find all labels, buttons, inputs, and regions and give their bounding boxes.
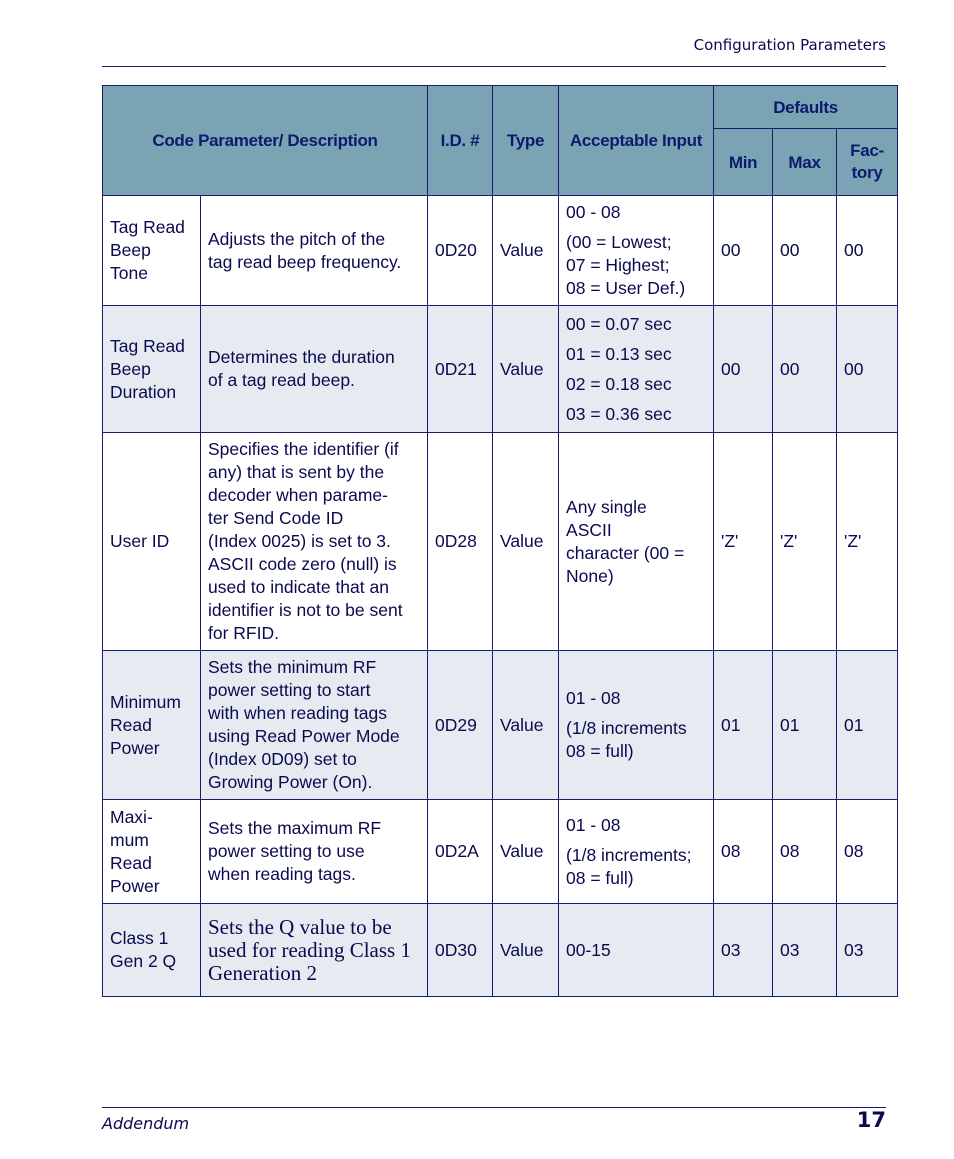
acceptable-input-line: None)	[566, 565, 614, 586]
acceptable-input-line: ASCII	[566, 519, 612, 540]
parameter-id-cell: 0D30	[428, 904, 493, 997]
parameter-name-line: Beep	[110, 358, 151, 379]
acceptable-input-line: 03 = 0.36 sec	[566, 403, 672, 424]
parameter-name-line: Minimum	[110, 691, 181, 712]
acceptable-input-line: 00 - 08	[566, 202, 621, 222]
parameter-type-cell: Value	[493, 196, 559, 306]
acceptable-input-line: 01 = 0.13 sec	[566, 343, 672, 364]
header-divider	[102, 66, 886, 67]
acceptable-input-line: (00 = Lowest;	[566, 232, 672, 252]
header-factory-line-1: Fac-	[850, 141, 884, 160]
parameter-name-line: Beep	[110, 240, 151, 260]
acceptable-input-cell	[559, 651, 714, 800]
parameter-name-cell	[103, 904, 201, 997]
parameter-description-line: for RFID.	[208, 623, 279, 643]
parameter-name-cell	[103, 800, 201, 904]
footer-divider	[102, 1107, 886, 1108]
acceptable-input-cell	[559, 800, 714, 904]
parameter-type-cell: Value	[493, 800, 559, 904]
parameter-name-line: Tag Read	[110, 335, 185, 356]
default-factory-cell: 00	[837, 196, 898, 306]
acceptable-input-line: character (00 =	[566, 542, 685, 563]
parameter-id-cell: 0D2A	[428, 800, 493, 904]
default-max-cell: 00	[773, 196, 837, 306]
parameter-name-cell	[103, 651, 201, 800]
parameter-description-line: Sets the minimum RF	[208, 657, 377, 677]
default-min-cell: 00	[714, 306, 773, 433]
parameter-description-line: ASCII code zero (null) is	[208, 554, 397, 574]
parameter-id-cell: 0D28	[428, 433, 493, 651]
parameter-description-cell	[201, 433, 428, 651]
default-max-cell: 08	[773, 800, 837, 904]
parameter-description-line: used for reading Class 1	[208, 937, 411, 962]
acceptable-input-line: 08 = full)	[566, 741, 634, 761]
parameter-description-line: with when reading tags	[208, 703, 387, 723]
header-min: Min	[714, 129, 773, 196]
header-defaults: Defaults	[714, 86, 898, 129]
parameter-name-line: Maxi-	[110, 806, 153, 827]
acceptable-input-line: 00 = 0.07 sec	[566, 313, 672, 334]
default-max-cell: 03	[773, 904, 837, 997]
parameter-name-line: Tone	[110, 263, 148, 283]
parameter-type-cell: Value	[493, 651, 559, 800]
running-header: Configuration Parameters	[693, 36, 886, 54]
acceptable-input-line: 08 = full)	[566, 867, 634, 888]
parameter-name-line: Power	[110, 737, 160, 758]
acceptable-input-line: (1/8 increments	[566, 718, 687, 738]
parameter-description-line: using Read Power Mode	[208, 726, 400, 746]
acceptable-input-line: 02 = 0.18 sec	[566, 373, 672, 394]
default-factory-cell: 00	[837, 306, 898, 433]
parameter-description-line: Sets the Q value to be	[208, 914, 392, 939]
parameter-name-line: User ID	[110, 531, 170, 551]
table-row	[103, 196, 898, 306]
default-max-cell: 00	[773, 306, 837, 433]
parameter-id-cell: 0D29	[428, 651, 493, 800]
default-min-cell: 03	[714, 904, 773, 997]
header-max: Max	[773, 129, 837, 196]
acceptable-input-line: (1/8 increments;	[566, 844, 692, 865]
parameter-name-line: Read	[110, 714, 152, 735]
default-max-cell: 01	[773, 651, 837, 800]
acceptable-input-line: 08 = User Def.)	[566, 278, 686, 298]
parameter-description-line: tag read beep frequency.	[208, 251, 402, 272]
acceptable-input-line: 01 - 08	[566, 688, 621, 708]
parameter-description-cell	[201, 904, 428, 997]
acceptable-input-cell	[559, 433, 714, 651]
parameter-type-cell: Value	[493, 306, 559, 433]
parameter-id-cell: 0D21	[428, 306, 493, 433]
default-max-cell: 'Z'	[773, 433, 837, 651]
page-number: 17	[856, 1108, 886, 1132]
parameter-description-line: (Index 0025) is set to 3.	[208, 531, 391, 551]
table-row	[103, 433, 898, 651]
parameter-description-line: Growing Power (On).	[208, 772, 373, 792]
parameter-description-line: Specifies the identifier (if	[208, 439, 399, 459]
header-code-parameter: Code Parameter/ Description	[103, 86, 428, 196]
header-type: Type	[493, 86, 559, 196]
table-row	[103, 800, 898, 904]
default-factory-cell: 'Z'	[837, 433, 898, 651]
parameter-name-line: Duration	[110, 381, 177, 402]
parameter-name-cell	[103, 306, 201, 433]
parameter-description-cell	[201, 306, 428, 433]
parameter-name-cell	[103, 433, 201, 651]
header-factory-line-2: tory	[851, 163, 883, 182]
parameter-description-line: power setting to use	[208, 841, 365, 861]
parameter-name-line: Class 1	[110, 928, 169, 948]
parameter-description-line: Determines the duration	[208, 347, 395, 367]
default-min-cell: 00	[714, 196, 773, 306]
parameter-description-line: power setting to start	[208, 680, 371, 700]
header-id: I.D. #	[428, 86, 493, 196]
parameter-description-line: any) that is sent by the	[208, 462, 385, 482]
parameter-description-line: Adjusts the pitch of the	[208, 228, 386, 249]
parameter-name-line: Read	[110, 852, 152, 873]
table-row	[103, 651, 898, 800]
parameter-name-line: Tag Read	[110, 217, 185, 237]
parameter-name-line: Power	[110, 875, 160, 896]
table-row	[103, 904, 898, 997]
parameter-description-line: identifier is not to be sent	[208, 600, 403, 620]
parameter-name-line: Gen 2 Q	[110, 951, 177, 971]
parameter-description-cell	[201, 651, 428, 800]
footer-section: Addendum	[102, 1114, 190, 1133]
parameter-type-cell: Value	[493, 904, 559, 997]
parameter-description-cell	[201, 196, 428, 306]
acceptable-input-line: 00-15	[566, 939, 611, 960]
acceptable-input-line: 01 - 08	[566, 814, 621, 835]
parameter-description-line: ter Send Code ID	[208, 508, 344, 528]
parameter-id-cell: 0D20	[428, 196, 493, 306]
table-row	[103, 306, 898, 433]
default-min-cell: 08	[714, 800, 773, 904]
parameters-table	[102, 85, 898, 997]
acceptable-input-cell	[559, 196, 714, 306]
header-factory	[837, 129, 898, 196]
header-acceptable-input: Acceptable Input	[559, 86, 714, 196]
parameter-description-line: Sets the maximum RF	[208, 818, 382, 838]
acceptable-input-line: Any single	[566, 496, 647, 517]
default-min-cell: 01	[714, 651, 773, 800]
parameter-name-line: mum	[110, 829, 149, 850]
default-factory-cell: 01	[837, 651, 898, 800]
acceptable-input-cell	[559, 904, 714, 997]
parameter-description-line: when reading tags.	[208, 864, 356, 884]
parameter-name-cell	[103, 196, 201, 306]
default-factory-cell: 03	[837, 904, 898, 997]
default-min-cell: 'Z'	[714, 433, 773, 651]
parameter-description-line: of a tag read beep.	[208, 370, 355, 390]
parameter-description-line: used to indicate that an	[208, 577, 389, 597]
acceptable-input-cell	[559, 306, 714, 433]
parameter-description-line: (Index 0D09) set to	[208, 749, 357, 769]
parameter-description-cell	[201, 800, 428, 904]
parameter-description-line: decoder when parame-	[208, 485, 388, 505]
parameter-type-cell: Value	[493, 433, 559, 651]
parameter-description-line: Generation 2	[208, 960, 318, 985]
default-factory-cell: 08	[837, 800, 898, 904]
acceptable-input-line: 07 = Highest;	[566, 255, 670, 275]
